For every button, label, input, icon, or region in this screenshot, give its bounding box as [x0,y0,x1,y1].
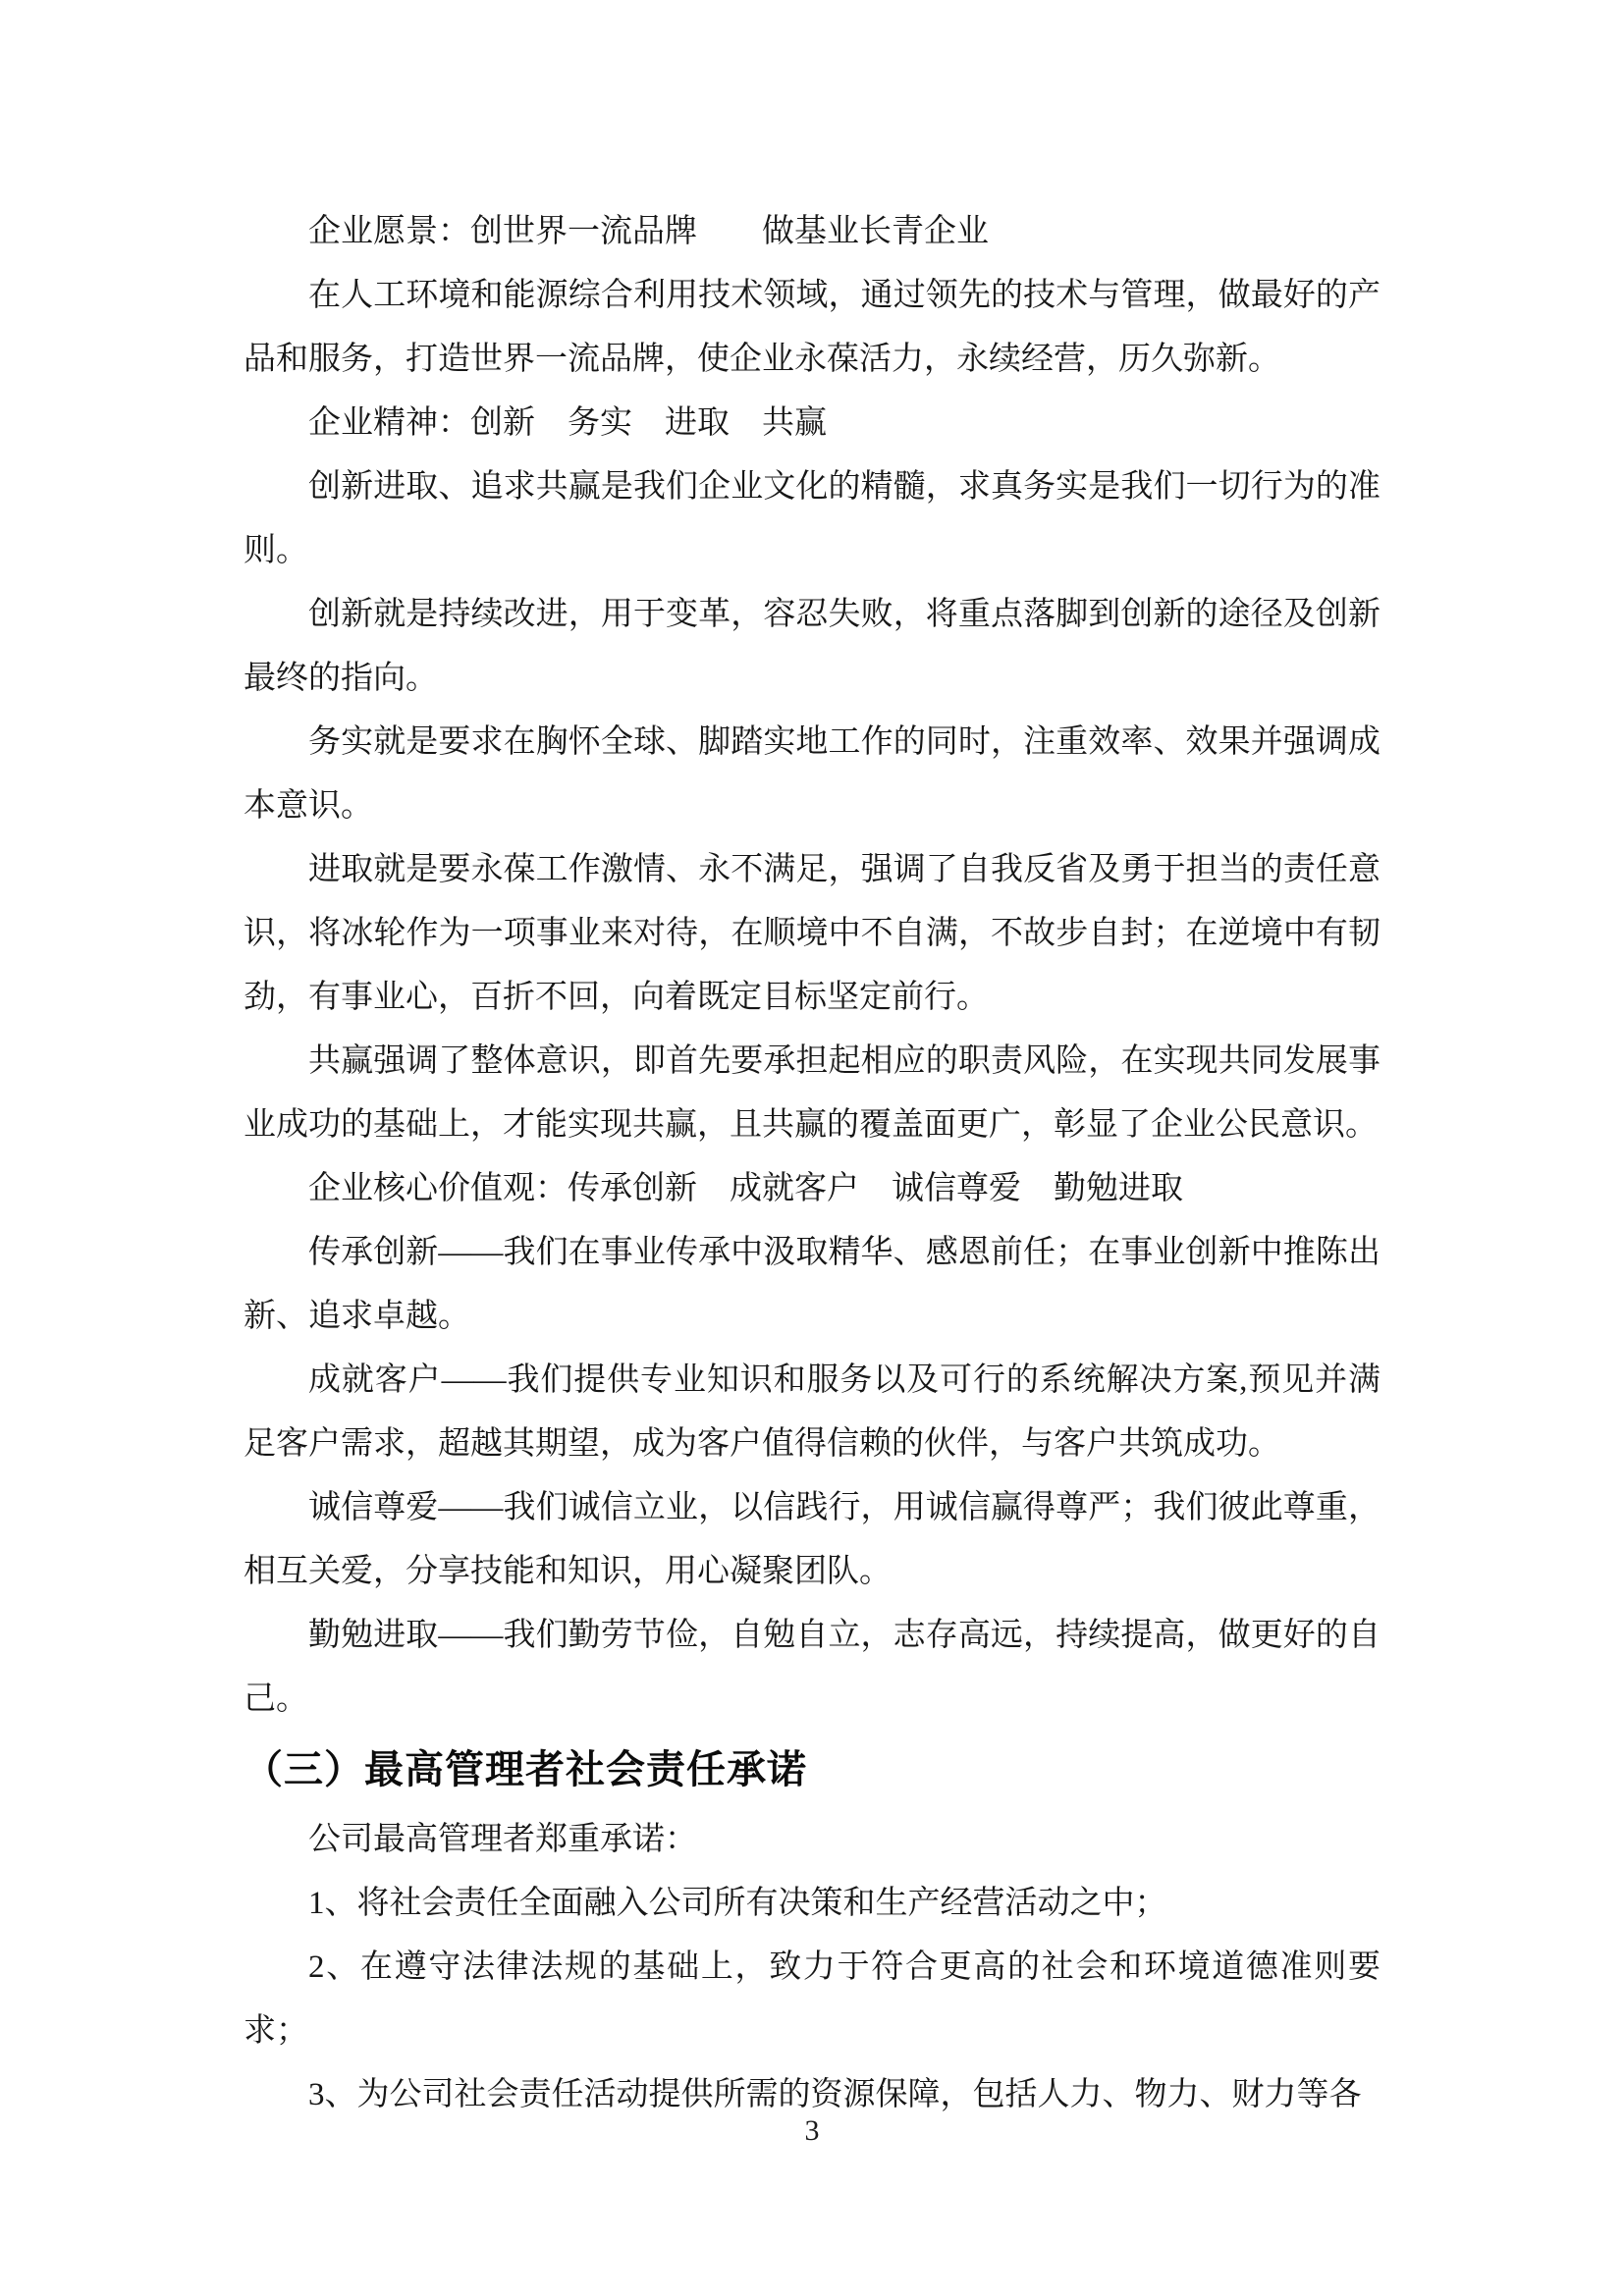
list-item-1: 1、将社会责任全面融入公司所有决策和生产经营活动之中； [308,1886,1167,1921]
list-item-3: 3、为公司社会责任活动提供所需的资源保障，包括人力、物力、财力等各 [308,2077,1362,2112]
paragraph-vision: 企业愿景：创世界一流品牌 做基业长青企业 [308,214,989,249]
paragraph: 诚信尊爱——我们诚信立业，以信践行，用诚信赢得尊严；我们彼此尊重，相互关爱，分享技能和知识，用心凝聚团队。 [244,1490,1380,1589]
paragraph: 成就客户——我们提供专业知识和服务以及可行的系统解决方案,预见并满足客户需求，超越其期望，成为客户值得信赖的伙伴，与客户共筑成功。 [244,1362,1380,1462]
paragraph: 创新就是持续改进，用于变革，容忍失败，将重点落脚到创新的途径及创新最终的指向。 [244,597,1380,696]
paragraph: 在人工环境和能源综合利用技术领域，通过领先的技术与管理，做最好的产品和服务，打造世界一流品牌，使企业永葆活力，永续经营，历久弥新。 [244,278,1380,377]
paragraph-core-values: 企业核心价值观：传承创新 成就客户 诚信尊爱 勤勉进取 [308,1171,1183,1206]
paragraph-spirit: 企业精神：创新 务实 进取 共赢 [308,405,827,441]
list-item-2: 2、在遵守法律法规的基础上，致力于符合更高的社会和环境道德准则要求； [244,1949,1380,2049]
paragraph-commitment-intro: 公司最高管理者郑重承诺： [308,1822,697,1857]
paragraph: 勤勉进取——我们勤劳节俭，自勉自立，志存高远，持续提高，做更好的自己。 [244,1618,1380,1717]
paragraph: 进取就是要永葆工作激情、永不满足，强调了自我反省及勇于担当的责任意识，将冰轮作为一项事业来对待，在顺境中不自满，不故步自封；在逆境中有韧劲，有事业心，百折不回，向着既定目标坚定前行。 [244,852,1380,1015]
paragraph: 共赢强调了整体意识，即首先要承担起相应的职责风险，在实现共同发展事业成功的基础上，才能实现共赢，且共赢的覆盖面更广，彰显了企业公民意识。 [244,1043,1380,1143]
section-heading: （三）最高管理者社会责任承诺 [244,1748,807,1791]
paragraph: 传承创新——我们在事业传承中汲取精华、感恩前任；在事业创新中推陈出新、追求卓越。 [244,1235,1380,1334]
paragraph: 创新进取、追求共赢是我们企业文化的精髓，求真务实是我们一切行为的准则。 [244,469,1380,568]
page-body [244,200,1380,2127]
page-number: 3 [804,2114,820,2147]
paragraph: 务实就是要求在胸怀全球、脚踏实地工作的同时，注重效率、效果并强调成本意识。 [244,724,1380,824]
